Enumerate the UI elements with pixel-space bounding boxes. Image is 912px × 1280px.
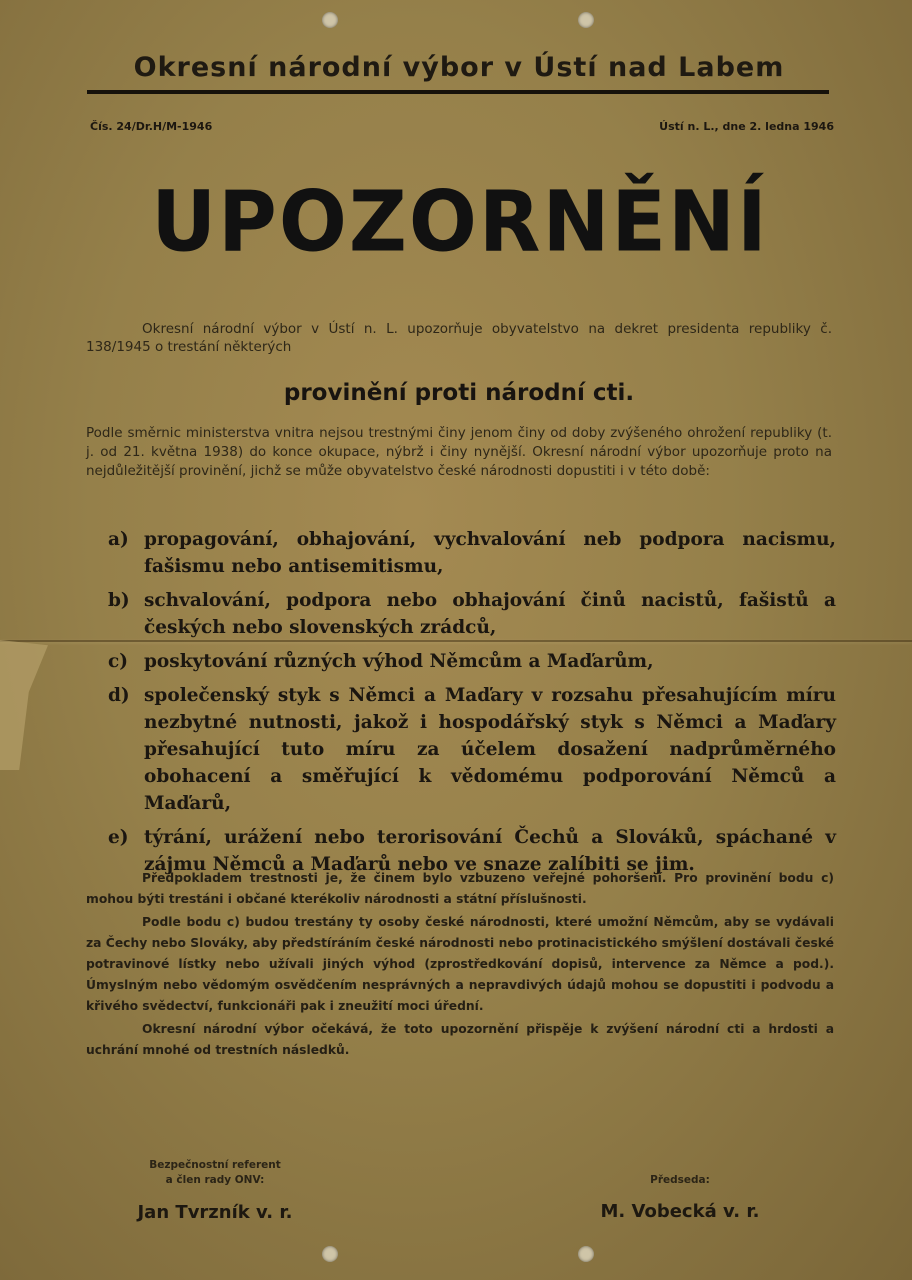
closing-section <box>86 868 834 1063</box>
reference-number: Čís. 24/Dr.H/M-1946 <box>90 120 213 133</box>
signatory-name: M. Vobecká v. r. <box>600 1201 760 1222</box>
place-and-date: Ústí n. L., dne 2. ledna 1946 <box>659 120 834 133</box>
offense-letter: d) <box>108 685 130 706</box>
signatory-role: a člen rady ONV: <box>165 1174 265 1186</box>
offense-item <box>108 526 836 580</box>
punch-hole <box>578 12 594 28</box>
offense-text: poskytování různých výhod Němcům a Maďarům, <box>144 651 654 672</box>
offense-letter: b) <box>108 590 130 611</box>
offense-letter: c) <box>108 651 129 672</box>
offense-text: propagování, obhajování, vychvalování neb podpora nacismu, fašismu nebo antisemitismu, <box>144 529 836 577</box>
issuing-authority: Okresní národní výbor v Ústí nad Labem <box>133 52 785 83</box>
notice-title: UPOZORNĚNÍ <box>151 172 769 271</box>
offense-letter: a) <box>108 529 129 550</box>
closing-paragraph: Podle bodu c) budou trestány ty osoby české národnosti, které umožní Němcům, aby se vydávali za Čechy nebo Slováky, aby předstíráním české národnosti nebo protinacistického smýšlení dostávali české potravinové lístky nebo užívali jiných výhod (zprostředkování dopisů, intervence za Němce a pod.). Úmyslným nebo vědomým osvědčením nesprávných a nepravdivých údajů mohou se dopustiti i podvodu a křivého svědectví, funkcionáři pak i zneužití moci úřední. <box>86 915 834 1013</box>
punch-hole <box>322 12 338 28</box>
offense-text: týrání, urážení nebo terorisování Čechů a Slováků, spáchané v zájmu Němců a Maďarů nebo ve snaze zalíbiti se jim. <box>144 827 836 875</box>
punch-hole <box>578 1246 594 1262</box>
punch-hole <box>322 1246 338 1262</box>
directive-paragraph: Podle směrnic ministerstva vnitra nejsou trestnými činy jenom činy od doby zvýšeného ohrožení republiky (t. j. od 21. května 1938) do konce okupace, nýbrž i činy nynější. Okresní národní výbor upozorňuje proto na nejdůležitější provinění, jichž se může obyvatelstvo české národnosti dopustiti i v této době: <box>86 425 832 479</box>
offense-list <box>108 526 836 885</box>
header-rule <box>87 90 829 94</box>
paper-tear <box>0 640 48 770</box>
offense-letter: e) <box>108 827 129 848</box>
signature-left <box>120 1158 310 1223</box>
closing-paragraph: Předpokladem trestnosti je, že činem bylo vzbuzeno veřejné pohoršení. Pro provinění bodu c) mohou býti trestáni i občané kterékoliv národnosti a státní příslušnosti. <box>86 871 834 906</box>
notice-subtitle: provinění proti národní cti. <box>283 380 635 406</box>
signature-right <box>570 1173 790 1222</box>
intro-paragraph: Okresní národní výbor v Ústí n. L. upozorňuje obyvatelstvo na dekret presidenta republiky č. 138/1945 o trestání některých <box>86 321 832 355</box>
signatory-role: Bezpečnostní referent <box>149 1159 281 1171</box>
signatory-name: Jan Tvrzník v. r. <box>137 1202 293 1223</box>
signatory-role: Předseda: <box>650 1174 710 1186</box>
offense-item <box>108 682 836 817</box>
offense-text: společenský styk s Němci a Maďary v rozsahu přesahujícím míru nezbytné nutnosti, jakož i hospodářský styk s Němci a Maďary přesahující tuto míru za účelem dosažení nadprůměrného obohacení a směřující k vědomému podporování Němců a Maďarů, <box>144 685 836 814</box>
closing-paragraph: Okresní národní výbor očekává, že toto upozornění přispěje k zvýšení národní cti a hrdosti a uchrání mnohé od trestních následků. <box>86 1022 834 1057</box>
offense-text: schvalování, podpora nebo obhajování činů nacistů, fašistů a českých nebo slovenských zrádců, <box>144 590 836 638</box>
offense-item <box>108 648 836 675</box>
offense-item <box>108 587 836 641</box>
